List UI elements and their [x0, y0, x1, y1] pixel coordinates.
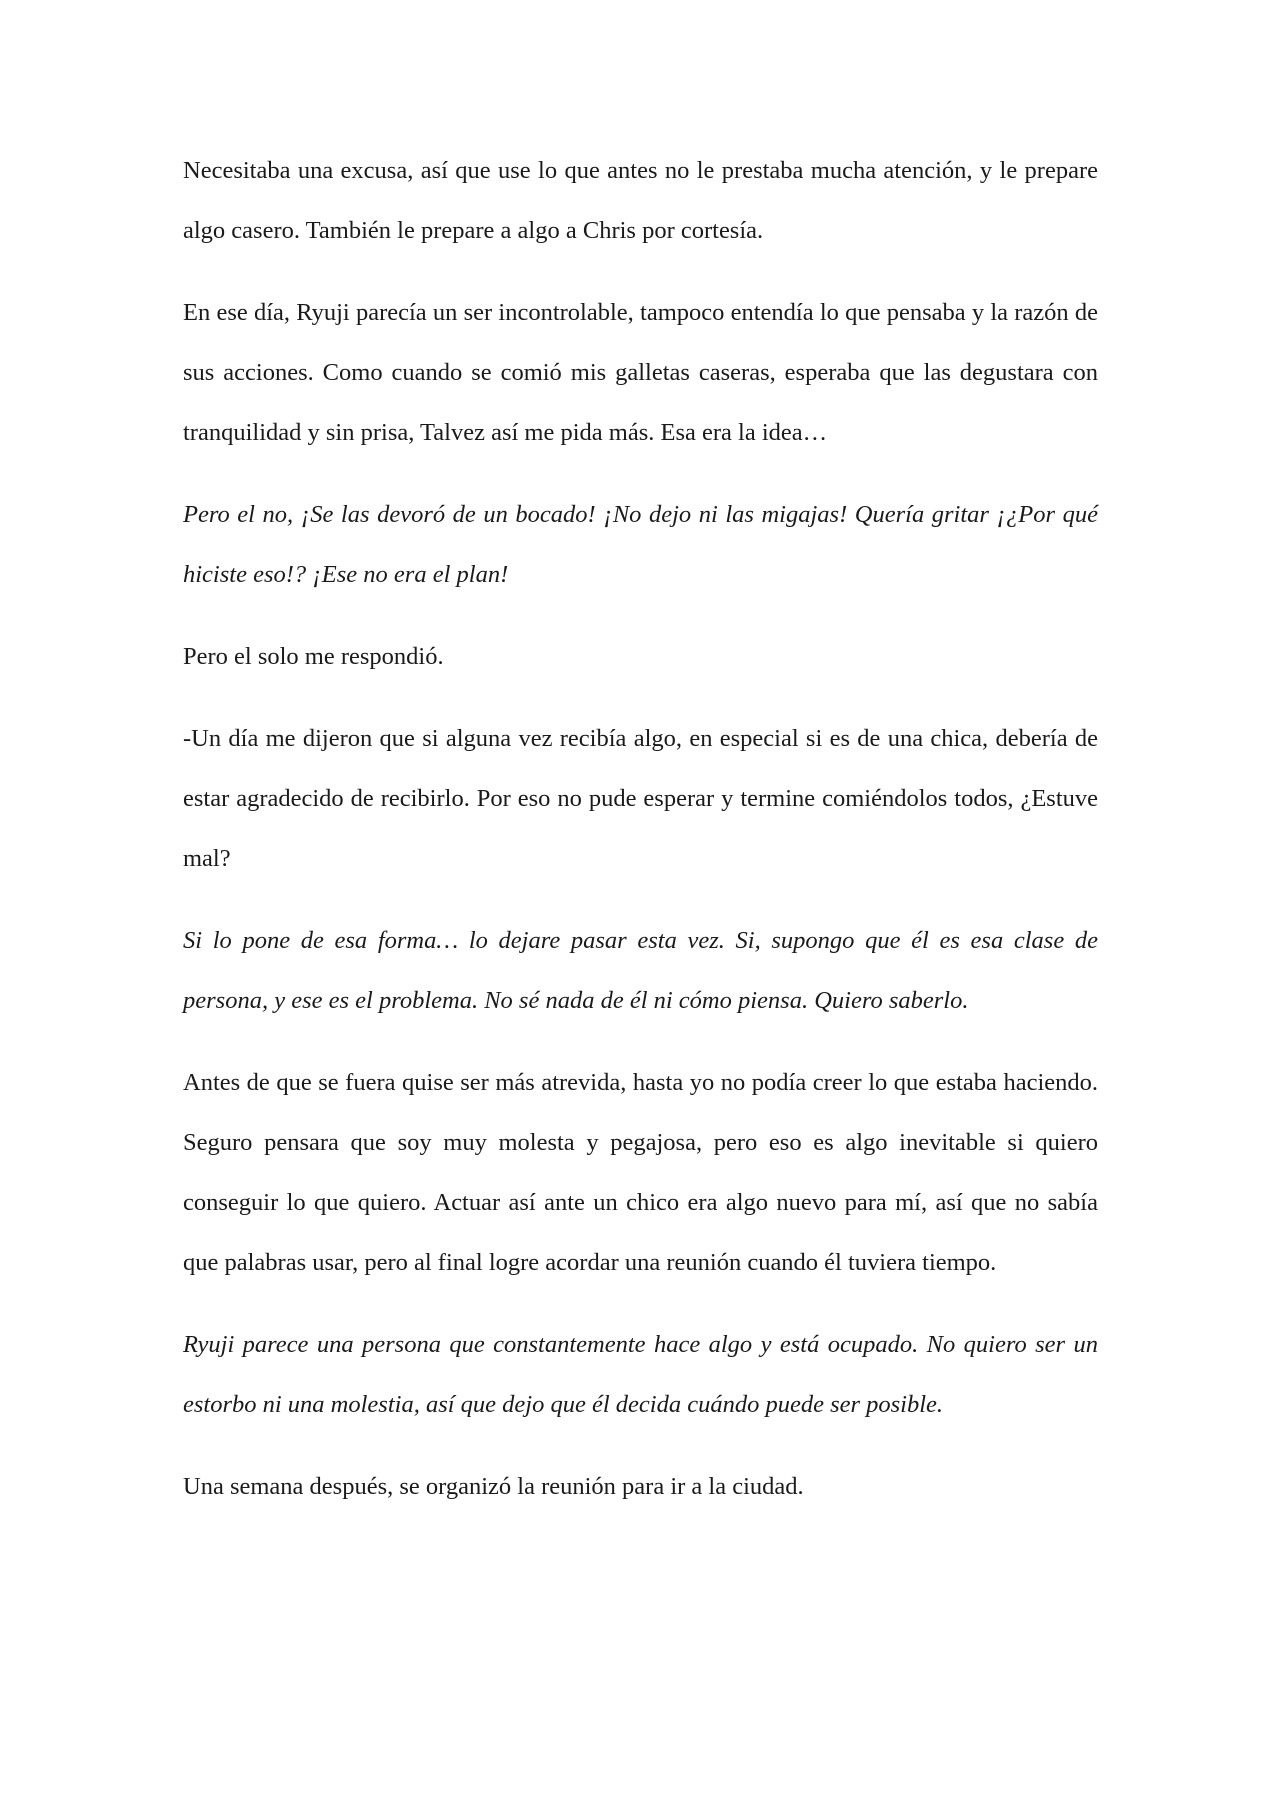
paragraph-6-italic: Si lo pone de esa forma… lo dejare pasar esta vez. Si, supongo que él es esa clase de persona, y ese es el problema. No sé nada de él ni cómo piensa. Quiero saberlo. [183, 927, 1098, 1014]
paragraph-8-italic: Ryuji parece una persona que constantemente hace algo y está ocupado. No quiero ser un estorbo ni una molestia, así que dejo que él decida cuándo puede ser posible. [183, 1331, 1098, 1418]
paragraph-1: Necesitaba una excusa, así que use lo que antes no le prestaba mucha atención, y le prepare algo casero. También le prepare a algo a Chris por cortesía. [183, 157, 1098, 244]
paragraph-2: En ese día, Ryuji parecía un ser incontrolable, tampoco entendía lo que pensaba y la razón de sus acciones. Como cuando se comió mis galletas caseras, esperaba que las degustara con tranquilidad y sin prisa, Talvez así me pida más. Esa era la idea… [183, 299, 1098, 446]
paragraph-5-dialogue: -Un día me dijeron que si alguna vez recibía algo, en especial si es de una chica, debería de estar agradecido de recibirlo. Por eso no pude esperar y termine comiéndolos todos, ¿Estuve mal? [183, 725, 1098, 872]
paragraph-7: Antes de que se fuera quise ser más atrevida, hasta yo no podía creer lo que estaba haciendo. Seguro pensara que soy muy molesta y pegajosa, pero eso es algo inevitable si quiero conseguir lo que quiero. Actuar así ante un chico era algo nuevo para mí, así que no sabía que palabras usar, pero al final logre acordar una reunión cuando él tuviera tiempo. [183, 1069, 1098, 1276]
paragraph-4: Pero el solo me respondió. [183, 643, 444, 670]
document-body [183, 141, 1098, 1539]
paragraph-9: Una semana después, se organizó la reunión para ir a la ciudad. [183, 1473, 804, 1500]
paragraph-3-italic: Pero el no, ¡Se las devoró de un bocado! ¡No dejo ni las migajas! Quería gritar ¡¿Por qué hiciste eso!? ¡Ese no era el plan! [183, 501, 1098, 588]
